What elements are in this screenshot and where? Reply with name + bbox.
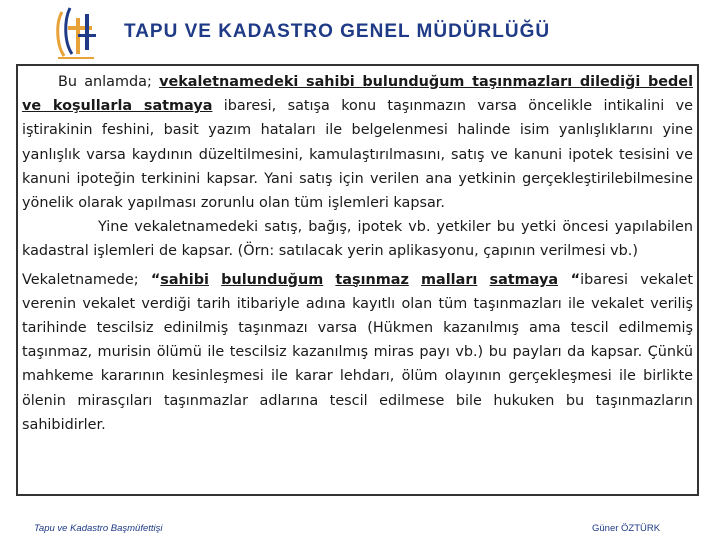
p3-word-5: satmaya <box>489 271 559 288</box>
tkgm-logo-icon <box>52 4 100 62</box>
p3-quote-close: “ <box>558 271 581 288</box>
p1-rest: ibaresi, satışa konu taşınmazın varsa öncelikle intikalini ve iştirakinin feshini, basit yazım hataları ile belgelenmesi halinde isim yanlışlıklarını yine yanlışlık varsa kaydının düzeltilmesini, kamulaştırılmasını, satış ve kanuni ipotek tesisini ve kanuni ipoteğin terkinini kapsar. Yani satış için verilen ana yetkinin gerçekleştirilebilmesine yönelik olarak yapılması zorunlu olan tüm işlemleri kapsar. <box>22 98 693 212</box>
paragraph-3 <box>22 268 693 437</box>
footer-author-name: Güner ÖZTÜRK <box>592 523 661 534</box>
page-title: TAPU VE KADASTRO GENEL MÜDÜRLÜĞÜ <box>124 21 551 42</box>
p3-quote-open: “ <box>150 271 161 288</box>
p3-rest: ibaresi vekalet verenin vekalet verdiği tarih itibariyle adına kayıtlı olan tüm taşınmazları ile vekalet veriliş tarihinde tescilsiz edinilmiş taşınmazı varsa (Hükmen kazanılmış ama tescil edilmemiş taşınmaz, murisin ölümü ile tescilsiz kazanılmış miras payı vb.) bu payları da kapsar. Çünkü mahkeme kararının kesinleşmesi ile karar lehdarı, ölüm olayının gerçekleşmesi ile birlikte ölenin mirasçıları taşınmazlar adlarına tescil edilmese bile hukuken bu taşınmazların sahibidirler. <box>22 271 693 433</box>
content-box <box>16 64 699 496</box>
p3-lead: Vekaletnamede; <box>22 271 151 288</box>
p3-word-2: bulunduğum <box>221 271 324 288</box>
paragraph-1 <box>22 70 693 215</box>
footer-author-title: Tapu ve Kadastro Başmüfettişi <box>34 523 163 534</box>
paragraph-2: Yine vekaletnamedeki satış, bağış, ipotek vb. yetkiler bu yetki öncesi yapılabilen kadastral işlemleri de kapsar. (Örn: satılacak yerin aplikasyonu, çapının verilmesi vb.) <box>22 219 693 260</box>
p3-word-3: taşınmaz <box>335 271 409 288</box>
p3-word-1: sahibi <box>160 271 209 288</box>
p1-emphasis: vekaletnamedeki sahibi bulunduğum taşınmazları dilediği bedel ve koşullarla satmaya <box>22 74 693 115</box>
p3-word-4: malları <box>421 271 478 288</box>
p1-lead: Bu anlamda; <box>58 74 160 90</box>
